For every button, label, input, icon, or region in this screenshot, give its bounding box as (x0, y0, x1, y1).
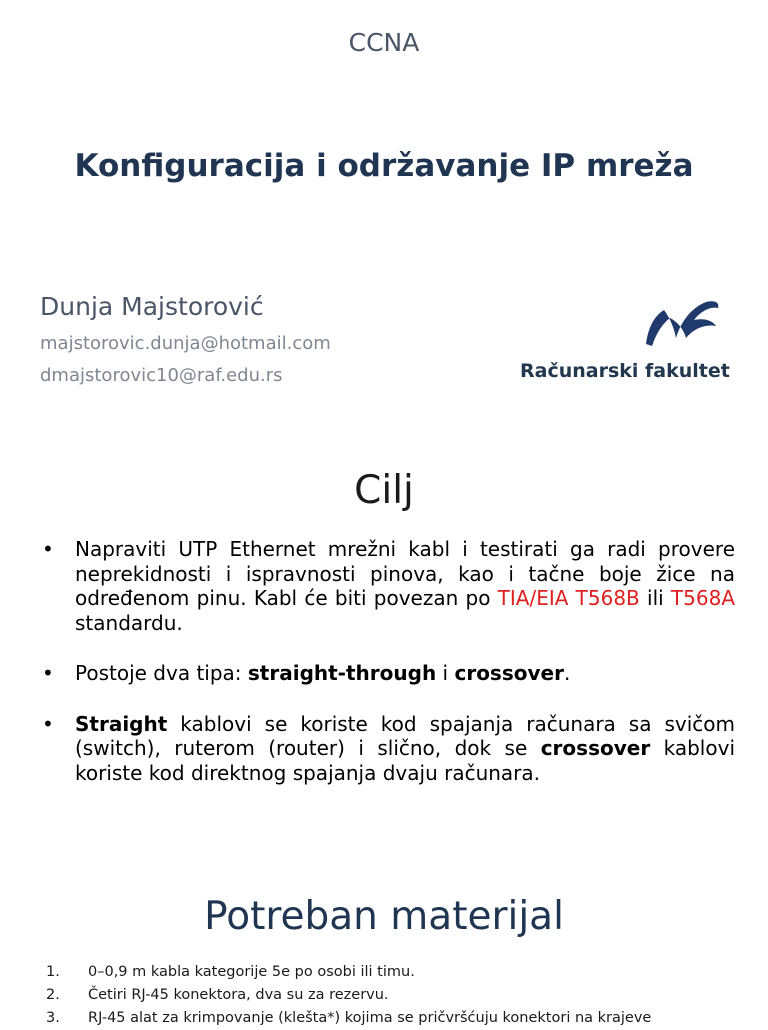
material-item: 1. 0–0,9 m kabla kategorije 5e po osobi ili timu. (46, 964, 415, 980)
standard-t568b: TIA/EIA T568B (497, 586, 640, 610)
goal-heading: Cilj (354, 468, 414, 513)
material-item: 2. Četiri RJ-45 konektora, dva su za rezervu. (46, 987, 389, 1003)
document-title: Konfiguracija i održavanje IP mreža (74, 148, 694, 184)
material-item: 3. RJ-45 alat za krimpovanje (klešta*) kojima se pričvršćuju konektori na krajeve (46, 1010, 652, 1026)
course-label: CCNA (348, 28, 420, 57)
goal-item-types: • Postoje dva tipa: straight-through i crossover. (40, 661, 735, 686)
term-straight: Straight (75, 711, 168, 736)
institution-name: Računarski fakultet (520, 360, 730, 382)
goal-list (40, 537, 735, 811)
goal-item-cable: • Napraviti UTP Ethernet mrežni kabl i testirati ga radi provere neprekidnosti i ispravnosti pinova, kao i tačne boje žice na određenom pinu. Kabl će biti povezan po TIA/EIA T568B ili T568A standardu. (40, 537, 735, 635)
author-email-primary: majstorovic.dunja@hotmail.com (40, 333, 331, 354)
raf-logo-icon (640, 298, 720, 350)
author-email-secondary: dmajstorovic10@raf.edu.rs (40, 365, 283, 386)
materials-list (40, 961, 740, 1030)
goal-item-usage: • Straight kablovi se koriste kod spajanja računara sa svičom (switch), ruterom (router) i slično, dok se crossover kablovi koriste kod direktnog spajanja dvaju računara. (40, 712, 735, 786)
author-name: Dunja Majstorović (40, 292, 264, 321)
type-straight-through: straight-through (247, 661, 437, 685)
type-crossover: crossover (454, 661, 564, 685)
materials-heading: Potreban materijal (204, 894, 564, 939)
standard-t568a: T568A (670, 586, 735, 610)
term-crossover: crossover (540, 736, 651, 760)
